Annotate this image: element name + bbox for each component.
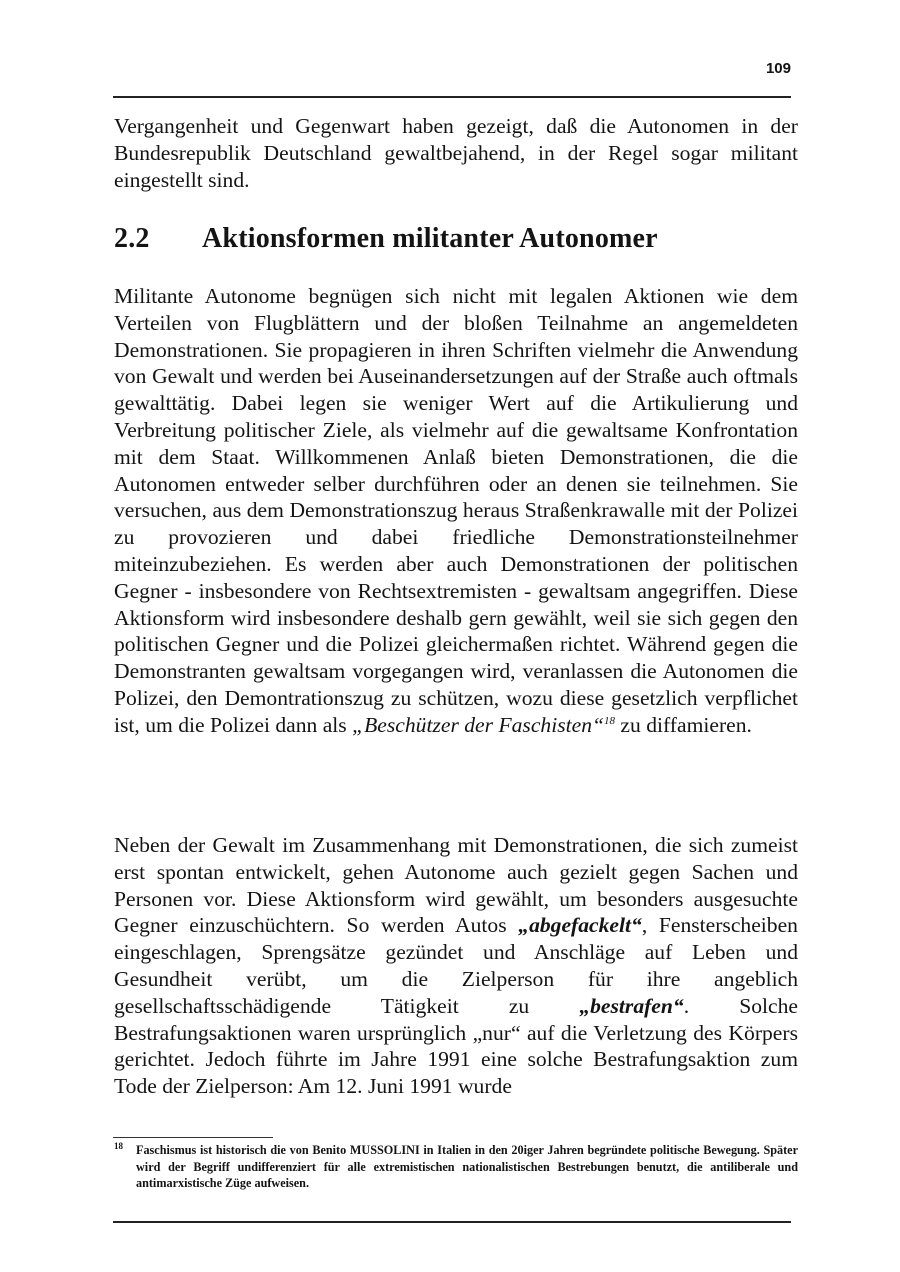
paragraph-2-part-1: Neben der Gewalt im Zusammenhang mit Demonstrationen, die sich zumeist erst spontan entwickelt, gehen Autonome auch gezielt gegen Sachen und Personen vor. Diese Aktionsform wird gewählt, um besonders ausgesuchte Gegner einzuschüchtern. So werden Autos <box>114 833 798 938</box>
footnote-mark: 18 <box>114 1140 123 1151</box>
page-number: 109 <box>765 60 791 77</box>
section-number: 2.2 <box>114 223 150 254</box>
paragraph-2-part-2: , Fensterscheiben eingeschlagen, Sprengsätze gezündet und Anschläge auf Leben und Gesundheit verübt, um die Zielperson für ihre angeblich gesellschaftsschädigende Tätigkeit zu <box>114 913 798 1018</box>
quote-bestrafen: „bestrafen“ <box>579 993 684 1018</box>
paragraph-2-part-3: . Solche Bestrafungsaktionen waren ursprünglich „nur“ auf die Verletzung des Körpers gerichtet. Jedoch führte im Jahre 1991 eine solche Bestrafungsaktion zum Tode der Zielperson: Am 12. Juni 1991 wurde <box>114 993 798 1099</box>
paragraph-2 <box>114 832 798 1100</box>
paragraph-1-tail: zu diffamieren. <box>615 712 752 737</box>
footer-rule <box>113 1221 791 1223</box>
footnote-reference[interactable]: 18 <box>604 714 616 727</box>
footnote <box>114 1142 798 1192</box>
section-title: Aktionsformen militanter Autonomer <box>202 223 658 254</box>
quote-beschuetzer: „Beschützer der Faschisten“ <box>352 712 605 737</box>
header-rule <box>113 96 791 98</box>
footnote-text: Faschismus ist historisch die von Benito MUSSOLINI in Italien in den 20iger Jahren begründete politische Bewegung. Später wird der Begriff undifferenziert für alle extremistischen nationalistischen Bestrebungen benutzt, die antiliberale und antimarxistische Züge aufweisen. <box>136 1143 798 1191</box>
quote-abgefackelt: „abgefackelt“ <box>518 913 642 938</box>
paragraph-1 <box>114 283 798 739</box>
footnote-rule <box>113 1137 273 1138</box>
intro-paragraph: Vergangenheit und Gegenwart haben gezeigt, daß die Autonomen in der Bundesrepublik Deutschland gewaltbejahend, in der Regel sogar militant eingestellt sind. <box>114 114 798 192</box>
paragraph-1-text: Militante Autonome begnügen sich nicht mit legalen Aktionen wie dem Verteilen von Flugblättern und der bloßen Teilnahme an angemeldeten Demonstrationen. Sie propagieren in ihren Schriften vielmehr die Anwendung von Gewalt und werden bei Auseinandersetzungen auf der Straße auch oftmals gewalttätig. Dabei legen sie weniger Wert auf die Artikulierung und Verbreitung politischer Ziele, als vielmehr auf die gewaltsame Konfrontation mit dem Staat. Willkommenen Anlaß bieten Demonstrationen, die die Autonomen entweder selber durchführen oder an denen sie teilnehmen. Sie versuchen, aus dem Demonstrationszug heraus Straßenkrawalle mit der Polizei zu provozieren und dabei friedliche Demonstrationsteilnehmer miteinzubeziehen. Es werden aber auch Demonstrationen der politischen Gegner - insbesondere von Rechtsextremisten - gewaltsam angegriffen. Diese Aktionsform wird insbesondere deshalb gern gewählt, weil sie sich gegen den politischen Gegner und die Polizei gleichermaßen richtet. Während gegen die Demonstranten gewaltsam vorgegangen wird, veranlassen die Autonomen die Polizei, den Demontrationszug zu schützen, wozu diese gesetzlich verpflichet ist, um die Polizei dann als <box>114 284 798 737</box>
section-heading <box>114 223 658 255</box>
